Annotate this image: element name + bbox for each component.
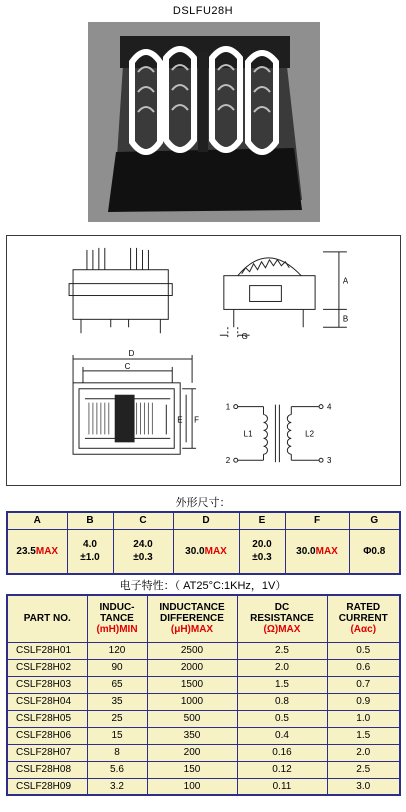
inductance-cell: 15 bbox=[87, 727, 147, 744]
dims-header-cell: B bbox=[67, 512, 113, 529]
table-row bbox=[7, 659, 400, 676]
dim-A-value: 23.5MAX bbox=[7, 529, 67, 574]
inductance-cell: 35 bbox=[87, 693, 147, 710]
pin-1-label: 1 bbox=[225, 402, 231, 412]
dc-resistance-cell: 1.5 bbox=[237, 676, 327, 693]
rated-current-cell: 2.5 bbox=[327, 761, 400, 778]
part-no-cell: CSLF28H05 bbox=[7, 710, 87, 727]
rated-current-cell: 1.5 bbox=[327, 727, 400, 744]
dims-value-row bbox=[7, 529, 400, 574]
part-no-cell: CSLF28H04 bbox=[7, 693, 87, 710]
table-row bbox=[7, 778, 400, 795]
dim-C-value: 24.0 ±0.3 bbox=[113, 529, 173, 574]
product-photo bbox=[88, 22, 320, 222]
inductance-cell: 90 bbox=[87, 659, 147, 676]
dim-B-value: 4.0 ±1.0 bbox=[67, 529, 113, 574]
table-row bbox=[7, 710, 400, 727]
dim-E-value: 20.0 ±0.3 bbox=[239, 529, 285, 574]
dc-resistance-cell: 0.4 bbox=[237, 727, 327, 744]
inductance-diff-cell: 100 bbox=[147, 778, 237, 795]
header-inductance: INDUC- TANCE (mH)MIN bbox=[87, 595, 147, 642]
dc-resistance-cell: 0.16 bbox=[237, 744, 327, 761]
spec-header-row bbox=[7, 595, 400, 642]
table-row bbox=[7, 693, 400, 710]
header-dc-resistance: DC RESISTANCE (Ω)MAX bbox=[237, 595, 327, 642]
dimension-drawing bbox=[6, 235, 401, 486]
rated-current-cell: 2.0 bbox=[327, 744, 400, 761]
label-C: C bbox=[124, 361, 131, 371]
label-A: A bbox=[342, 276, 349, 286]
dim-D-value: 30.0MAX bbox=[173, 529, 239, 574]
label-B: B bbox=[342, 314, 349, 324]
inductance-diff-cell: 1500 bbox=[147, 676, 237, 693]
inductance-diff-cell: 150 bbox=[147, 761, 237, 778]
dims-header-cell: D bbox=[173, 512, 239, 529]
dim-G-value: Φ0.8 bbox=[349, 529, 400, 574]
part-no-cell: CSLF28H02 bbox=[7, 659, 87, 676]
coil-L2-label: L2 bbox=[305, 429, 314, 439]
inductance-cell: 120 bbox=[87, 642, 147, 659]
electrical-spec-table bbox=[6, 594, 401, 796]
label-D: D bbox=[128, 349, 135, 359]
inductance-cell: 3.2 bbox=[87, 778, 147, 795]
rated-current-cell: 0.5 bbox=[327, 642, 400, 659]
table-row bbox=[7, 744, 400, 761]
part-no-cell: CSLF28H01 bbox=[7, 642, 87, 659]
part-no-cell: CSLF28H06 bbox=[7, 727, 87, 744]
rated-current-cell: 0.6 bbox=[327, 659, 400, 676]
part-no-cell: CSLF28H09 bbox=[7, 778, 87, 795]
product-title: DSLFU28H bbox=[172, 5, 234, 17]
dims-header-cell: A bbox=[7, 512, 67, 529]
label-F: F bbox=[194, 415, 199, 425]
inductance-diff-cell: 1000 bbox=[147, 693, 237, 710]
dims-caption: 外形尺寸： bbox=[175, 497, 231, 509]
coil-L1-label: L1 bbox=[243, 429, 253, 439]
dims-header-cell: C bbox=[113, 512, 173, 529]
inductance-diff-cell: 500 bbox=[147, 710, 237, 727]
part-no-cell: CSLF28H07 bbox=[7, 744, 87, 761]
rated-current-cell: 3.0 bbox=[327, 778, 400, 795]
dimensions-table bbox=[6, 511, 401, 575]
dims-header-row bbox=[7, 512, 400, 529]
label-G: G bbox=[241, 332, 248, 342]
rated-current-cell: 0.9 bbox=[327, 693, 400, 710]
label-E: E bbox=[177, 415, 183, 425]
part-no-cell: CSLF28H08 bbox=[7, 761, 87, 778]
pin-4-label: 4 bbox=[327, 402, 332, 412]
table-row bbox=[7, 727, 400, 744]
inductance-diff-cell: 350 bbox=[147, 727, 237, 744]
rated-current-cell: 1.0 bbox=[327, 710, 400, 727]
header-part-no: PART NO. bbox=[7, 595, 87, 642]
inductor-photo-illustration bbox=[88, 22, 320, 222]
dc-resistance-cell: 2.0 bbox=[237, 659, 327, 676]
inductance-diff-cell: 200 bbox=[147, 744, 237, 761]
dims-header-cell: F bbox=[285, 512, 349, 529]
table-row bbox=[7, 642, 400, 659]
inductance-cell: 8 bbox=[87, 744, 147, 761]
pin-3-label: 3 bbox=[327, 456, 332, 466]
spec-body bbox=[7, 642, 400, 795]
dim-F-value: 30.0MAX bbox=[285, 529, 349, 574]
inductance-cell: 25 bbox=[87, 710, 147, 727]
table-row bbox=[7, 676, 400, 693]
inductance-cell: 5.6 bbox=[87, 761, 147, 778]
inductance-cell: 65 bbox=[87, 676, 147, 693]
dc-resistance-cell: 0.11 bbox=[237, 778, 327, 795]
rated-current-cell: 0.7 bbox=[327, 676, 400, 693]
spec-caption: 电子特性：（ AT25°C:1KHz，1V） bbox=[119, 580, 287, 592]
pin-2-label: 2 bbox=[225, 456, 231, 466]
dc-resistance-cell: 0.12 bbox=[237, 761, 327, 778]
table-row bbox=[7, 761, 400, 778]
dims-header-cell: G bbox=[349, 512, 400, 529]
dc-resistance-cell: 2.5 bbox=[237, 642, 327, 659]
dc-resistance-cell: 0.8 bbox=[237, 693, 327, 710]
header-rated-current: RATED CURRENT (Aαc) bbox=[327, 595, 400, 642]
outline-drawing-svg bbox=[7, 236, 400, 485]
header-inductance-difference: INDUCTANCE DIFFERENCE (μH)MAX bbox=[147, 595, 237, 642]
dims-header-cell: E bbox=[239, 512, 285, 529]
part-no-cell: CSLF28H03 bbox=[7, 676, 87, 693]
inductance-diff-cell: 2500 bbox=[147, 642, 237, 659]
inductance-diff-cell: 2000 bbox=[147, 659, 237, 676]
dc-resistance-cell: 0.5 bbox=[237, 710, 327, 727]
